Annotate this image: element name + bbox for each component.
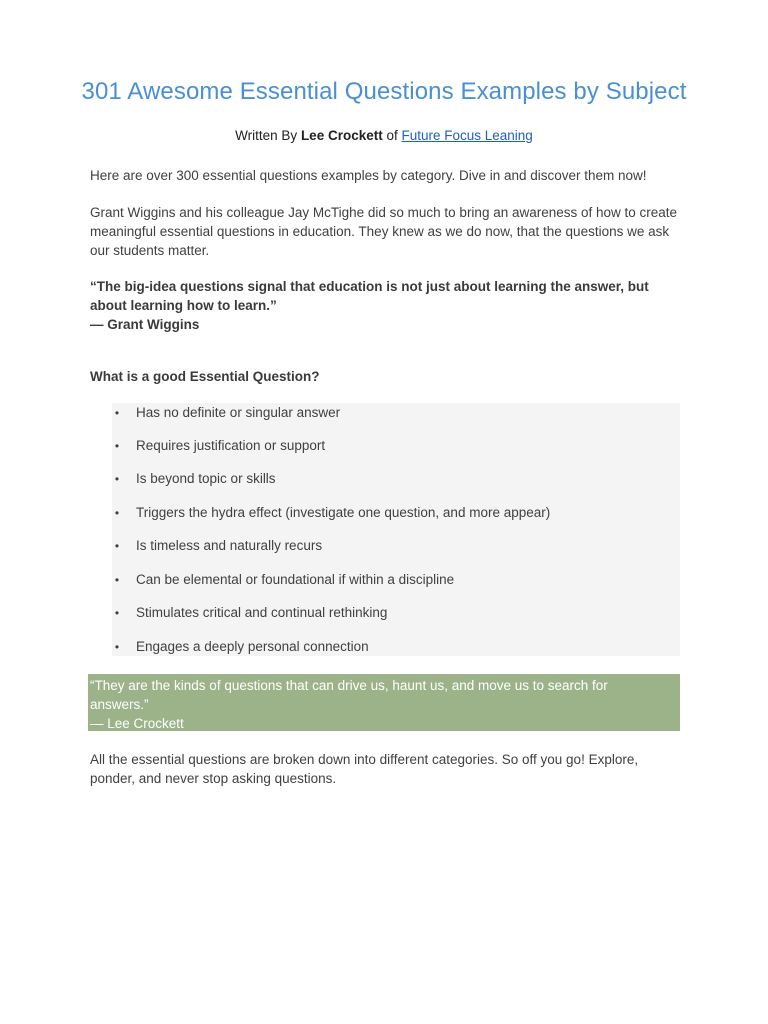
list-item xyxy=(0,570,600,590)
intro-paragraph: Here are over 300 essential questions examples by category. Dive in and discover them now! xyxy=(90,168,647,183)
crockett-quote-text: “They are the kinds of questions that can drive us, haunt us, and move us to search for answers.” xyxy=(90,678,608,712)
list-item xyxy=(0,436,600,456)
bullet-icon: • xyxy=(114,472,120,486)
list-item xyxy=(0,603,600,623)
wiggins-quote-text: “The big-idea questions signal that education is not just about learning the answer, but about learning how to learn.” xyxy=(90,279,649,313)
bullet-icon: • xyxy=(114,640,120,654)
list-item-text: Can be elemental or foundational if within a discipline xyxy=(136,572,455,587)
crockett-quote-callout xyxy=(88,674,680,731)
bullet-icon: • xyxy=(114,506,120,520)
closing-paragraph: All the essential questions are broken down into different categories. So off you go! Explore, ponder, and never stop asking questions. xyxy=(90,752,639,786)
list-item-text: Triggers the hydra effect (investigate one question, and more appear) xyxy=(136,505,551,520)
future-focus-link[interactable]: Future Focus Leaning xyxy=(401,128,533,143)
byline-author: Lee Crockett xyxy=(300,128,383,143)
list-item-text: Requires justification or support xyxy=(136,438,326,453)
list-item xyxy=(0,503,600,523)
bullet-icon: • xyxy=(114,573,120,587)
list-item-text: Stimulates critical and continual rethinking xyxy=(136,605,388,620)
wiggins-quote-attribution: — Grant Wiggins xyxy=(90,317,200,332)
document-title: 301 Awesome Essential Questions Examples by Subject xyxy=(81,78,687,105)
section-heading: What is a good Essential Question? xyxy=(90,369,320,384)
bullet-icon: • xyxy=(114,539,120,553)
byline xyxy=(0,128,768,143)
bullet-icon: • xyxy=(114,406,120,420)
list-item xyxy=(0,536,600,556)
list-item xyxy=(0,637,600,657)
list-item-text: Is beyond topic or skills xyxy=(136,471,276,486)
byline-prefix: Written By xyxy=(235,128,301,143)
bullet-icon: • xyxy=(114,439,120,453)
list-item-text: Is timeless and naturally recurs xyxy=(136,538,323,553)
wiggins-quote xyxy=(90,277,680,334)
wiggins-paragraph: Grant Wiggins and his colleague Jay McTighe did so much to bring an awareness of how to create meaningful essential questions in education. They knew as we do now, that the questions we ask our students matter. xyxy=(90,205,678,258)
list-item-text: Engages a deeply personal connection xyxy=(136,639,369,654)
bullet-icon: • xyxy=(114,606,120,620)
list-item xyxy=(0,403,600,423)
crockett-quote xyxy=(90,676,670,733)
byline-of: of xyxy=(382,128,402,143)
crockett-quote-attribution: — Lee Crockett xyxy=(90,716,184,731)
list-item-text: Has no definite or singular answer xyxy=(136,405,341,420)
list-item xyxy=(0,469,600,489)
